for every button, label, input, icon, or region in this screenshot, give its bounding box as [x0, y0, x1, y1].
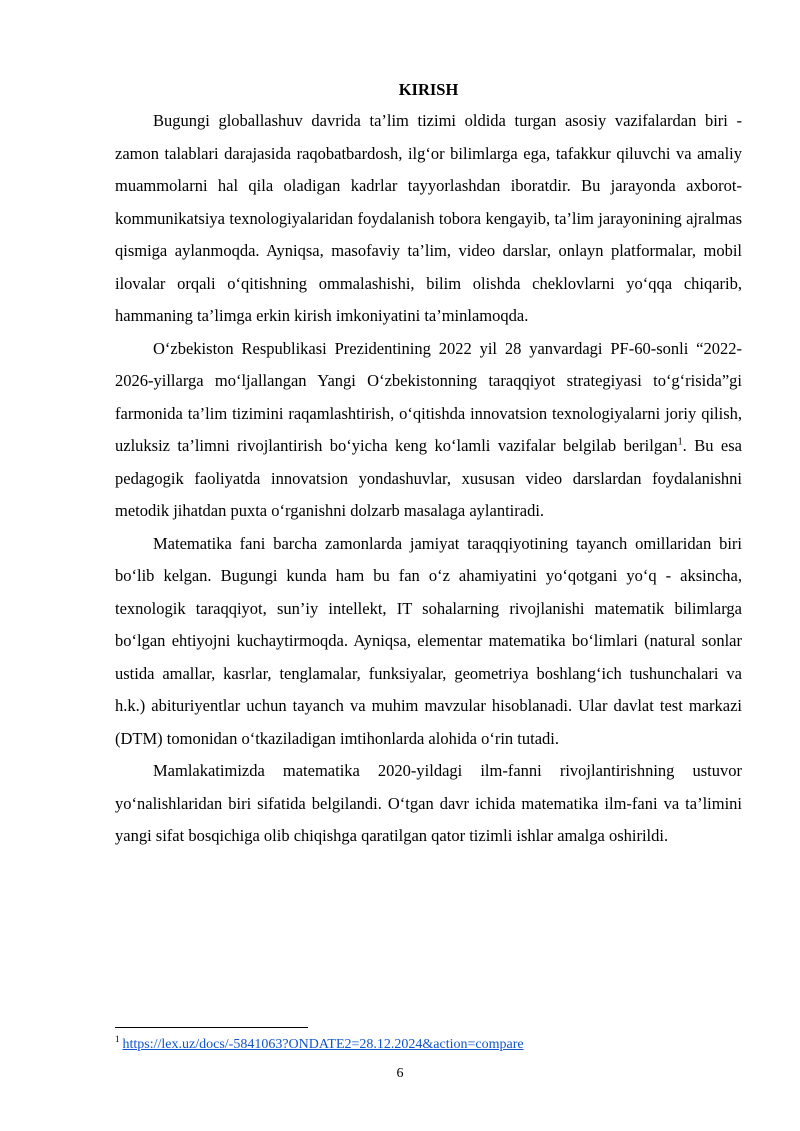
paragraph-3: Matematika fani barcha zamonlarda jamiyat taraqqiyotining tayanch omillaridan biri bo‘lib kelgan. Bugungi kunda ham bu fan o‘z ahamiyatini yo‘qotgani yo‘q - aksincha, texnologik taraqqiyot, sun’iy intellekt, IT sohalarning rivojlanishi matematik bilimlarga bo‘lgan ehtiyojni kuchaytirmoqda. Ayniqsa, elementar matematika bo‘limlari (natural sonlar ustida amallar, kasrlar, tenglamalar, funksiyalar, geometriya boshlang‘ich tushunchalari va h.k.) abituriyentlar uchun tayanch va muhim mavzular hisoblanadi. Ular davlat test markazi (DTM) tomonidan o‘tkaziladigan imtihonlarda alohida o‘rin tutadi. [115, 533, 742, 748]
footnote-divider [115, 1027, 308, 1028]
page-number: 6 [396, 1066, 404, 1081]
document-body [115, 105, 742, 853]
paragraph-4: Mamlakatimizda matematika 2020-yildagi ilm-fanni rivojlantirishning ustuvor yo‘nalishlaridan biri sifatida belgilandi. O‘tgan davr ichida matematika ilm-fani va ta’limini yangi sifat bosqichiga olib chiqishga qaratilgan qator tizimli ishlar amalga oshirildi. [115, 761, 742, 845]
paragraph-2 [115, 333, 742, 528]
page-title: KIRISH [398, 80, 459, 99]
paragraph-1: Bugungi globallashuv davrida ta’lim tizimi oldida turgan asosiy vazifalardan biri - zamon talablari darajasida raqobatbardosh, ilg‘or bilimlarga ega, tafakkur qiluvchi va amaliy muammolarni hal qila oladigan kadrlar tayyorlashdan iboratdir. Bu jarayonda axborot-kommunikatsiya texnologiyalaridan foydalanish tobora kengayib, ta’lim jarayonining ajralmas qismiga aylanmoqda. Ayniqsa, masofaviy ta’lim, video darslar, onlayn platformalar, mobil ilovalar orqali o‘qitishning ommalashishi, bilim olishda cheklovlarni yo‘qqa chiqarib, hammaning ta’limga erkin kirish imkoniyatini ta’minlamoqda. [115, 111, 742, 325]
paragraph-2-text-before: O‘zbekiston Respublikasi Prezidentining 2022 yil 28 yanvardagi PF-60-sonli “2022-2026-yillarga mo‘ljallangan Yangi O‘zbekistonning taraqqiyot strategiyasi to‘g‘risida”gi farmonida ta’lim tizimini raqamlashtirish, o‘qitishda innovatsion texnologiyalarni joriy qilish, uzluksiz ta’limni rivojlantirish bo‘yicha keng ko‘lamli vazifalar belgilab berilgan [115, 338, 742, 455]
footnote-mark: 1 [115, 1034, 120, 1045]
paragraph-2-text-after: . Bu esa pedagogik faoliyatda innovatsion yondashuvlar, xususan video darslardan foydalanishni metodik jihatdan puxta o‘rganishni dolzarb masalaga aylantiradi. [115, 436, 742, 520]
footnote [115, 1036, 742, 1054]
footnote-reference[interactable]: 1 [677, 436, 683, 448]
footnote-link[interactable]: https://lex.uz/docs/-5841063?ONDATE2=28.12.2024&action=compare [122, 1037, 524, 1052]
